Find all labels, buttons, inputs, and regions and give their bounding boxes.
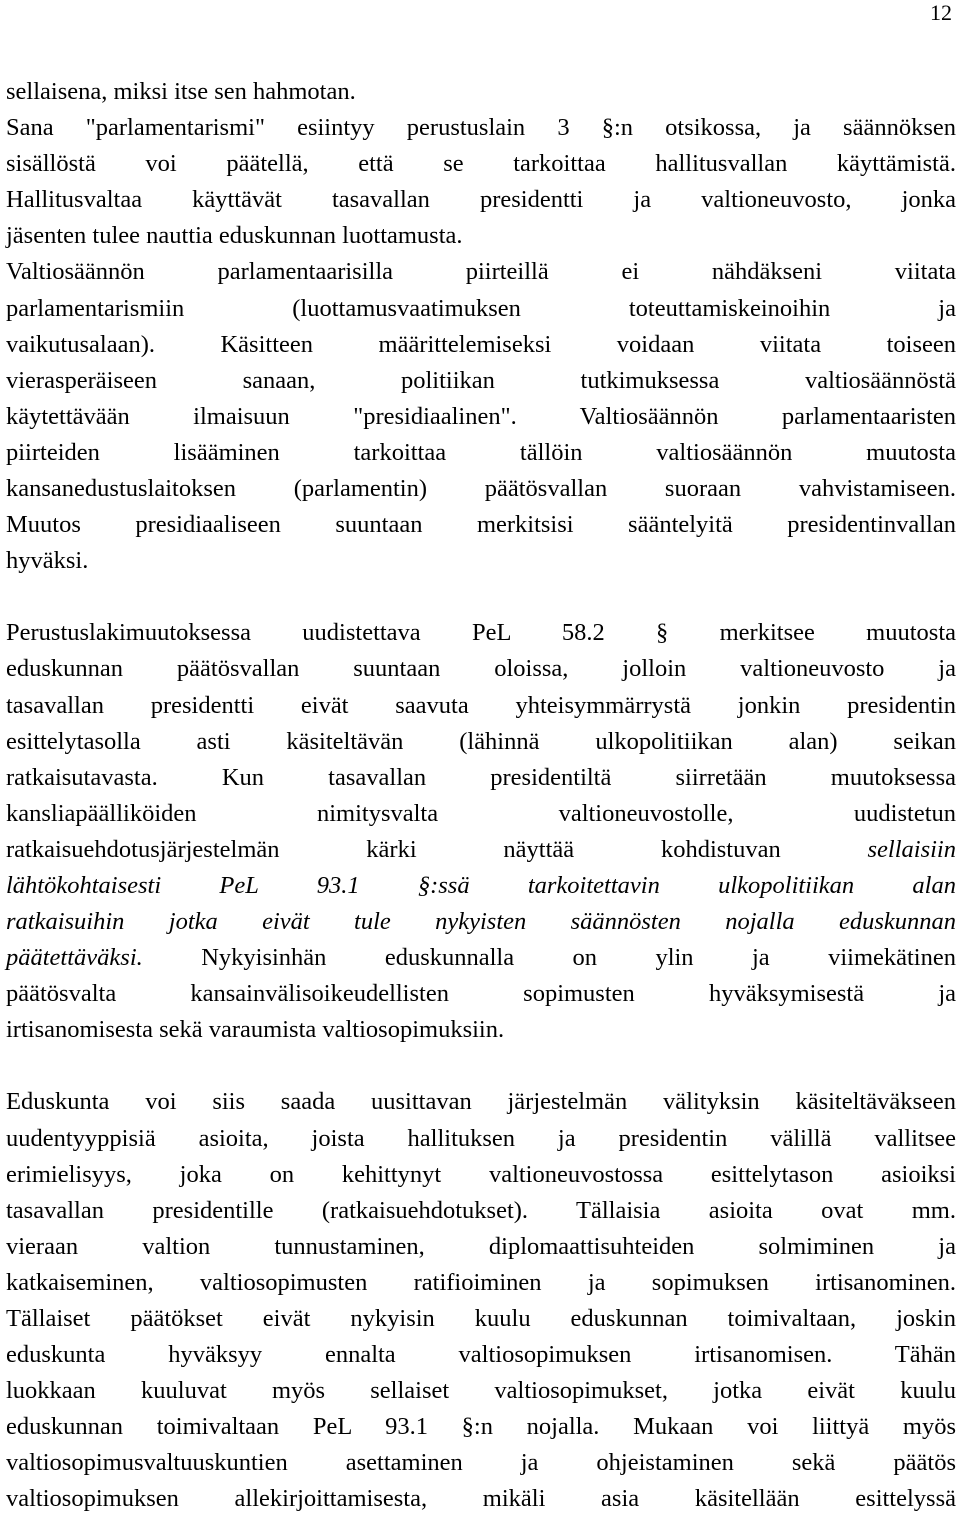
text-line bbox=[6, 507, 956, 543]
line-text: irtisanomisesta sekä varaumista valtiosopimuksiin. bbox=[6, 1016, 505, 1044]
line-text: sellaisena, miksi itse sen hahmotan. bbox=[6, 78, 356, 105]
document-body bbox=[6, 74, 956, 1518]
text-line bbox=[6, 471, 956, 507]
text-line bbox=[6, 976, 956, 1012]
text-line bbox=[6, 940, 956, 976]
text-line bbox=[6, 74, 956, 110]
text-line bbox=[6, 399, 956, 435]
paragraph bbox=[6, 110, 956, 254]
line-text: Nykyisinhän eduskunnalla on ylin ja viimekätinen bbox=[142, 944, 956, 972]
line-text: ratkaisuehdotusjärjestelmän kärki näyttää kohdistuvan bbox=[6, 835, 868, 863]
italic-text: sellaisiin bbox=[867, 835, 956, 863]
text-line bbox=[6, 1193, 956, 1229]
paragraph bbox=[6, 254, 956, 579]
line-text: ratkaisutavasta. Kun tasavallan presidentiltä siirretään muutoksessa bbox=[6, 763, 956, 791]
line-text: Perustuslakimuutoksessa uudistettava PeL 58.2 § merkitsee muutosta bbox=[6, 619, 956, 647]
text-line bbox=[6, 146, 956, 182]
text-line bbox=[6, 904, 956, 940]
line-text: erimielisyys, joka on kehittynyt valtioneuvostossa esittelytason asioiksi bbox=[6, 1160, 956, 1188]
paragraph bbox=[6, 74, 956, 110]
line-text: hyväksi. bbox=[6, 547, 89, 575]
text-line bbox=[6, 1012, 956, 1048]
text-line bbox=[6, 868, 956, 904]
line-text: valtiosopimusvaltuuskuntien asettaminen ja ohjeistaminen sekä päätös bbox=[6, 1449, 956, 1477]
text-line bbox=[6, 363, 956, 399]
line-text: Hallitusvaltaa käyttävät tasavallan presidentti ja valtioneuvosto, jonka bbox=[6, 186, 956, 214]
line-text: käytettävään ilmaisuun "presidiaalinen". Valtiosäännön parlamentaaristen bbox=[6, 402, 956, 430]
text-line bbox=[6, 1337, 956, 1373]
line-text: Valtiosäännön parlamentaarisilla piirteillä ei nähdäkseni viitata bbox=[6, 258, 956, 286]
line-text: Muutos presidiaaliseen suuntaan merkitsisi sääntelyitä presidentinvallan bbox=[6, 511, 956, 539]
text-line bbox=[6, 291, 956, 327]
text-line bbox=[6, 760, 956, 796]
line-text: Eduskunta voi siis saada uusittavan järjestelmän välityksin käsiteltäväkseen bbox=[6, 1088, 956, 1116]
text-line bbox=[6, 651, 956, 687]
line-text: vierasperäiseen sanaan, politiikan tutkimuksessa valtiosäännöstä bbox=[6, 366, 956, 394]
line-text: vieraan valtion tunnustaminen, diplomaattisuhteiden solmiminen ja bbox=[6, 1232, 956, 1260]
text-line bbox=[6, 688, 956, 724]
text-line bbox=[6, 1373, 956, 1409]
line-text: uudentyyppisiä asioita, joista hallituksen ja presidentin välillä vallitsee bbox=[6, 1124, 956, 1152]
italic-text: lähtökohtaisesti PeL 93.1 §:ssä tarkoitettavin ulkopolitiikan alan bbox=[6, 871, 956, 899]
line-text: Sana "parlamentarismi" esiintyy perustuslain 3 §:n otsikossa, ja säännöksen bbox=[6, 114, 956, 142]
text-line bbox=[6, 1409, 956, 1445]
text-line bbox=[6, 1157, 956, 1193]
text-line bbox=[6, 724, 956, 760]
text-line bbox=[6, 1121, 956, 1157]
text-line bbox=[6, 327, 956, 363]
text-line bbox=[6, 1445, 956, 1481]
text-line bbox=[6, 1481, 956, 1517]
text-line bbox=[6, 1301, 956, 1337]
line-text: eduskunta hyväksyy ennalta valtiosopimuksen irtisanomisen. Tähän bbox=[6, 1341, 956, 1369]
paragraph bbox=[6, 615, 956, 1048]
line-text: piirteiden lisääminen tarkoittaa tällöin valtiosäännön muutosta bbox=[6, 438, 956, 466]
text-line bbox=[6, 543, 956, 579]
text-line bbox=[6, 832, 956, 868]
paragraph bbox=[6, 1084, 956, 1517]
line-text: valtiosopimuksen allekirjoittamisesta, mikäli asia käsitellään esittelyssä bbox=[6, 1485, 956, 1513]
italic-text: ratkaisuihin jotka eivät tule nykyisten säännösten nojalla eduskunnan bbox=[6, 908, 956, 936]
text-line bbox=[6, 218, 956, 254]
italic-text: päätettäväksi. bbox=[6, 944, 143, 972]
line-text: jäsenten tulee nauttia eduskunnan luottamusta. bbox=[6, 222, 463, 250]
line-text: katkaiseminen, valtiosopimusten ratifioiminen ja sopimuksen irtisanominen. bbox=[6, 1268, 956, 1296]
line-text: luokkaan kuuluvat myös sellaiset valtiosopimukset, jotka eivät kuulu bbox=[6, 1377, 956, 1405]
line-text: tasavallan presidentille (ratkaisuehdotukset). Tällaisia asioita ovat mm. bbox=[6, 1196, 956, 1224]
line-text: vaikutusalaan). Käsitteen määrittelemiseksi voidaan viitata toiseen bbox=[6, 330, 956, 358]
line-text: tasavallan presidentti eivät saavuta yhteisymmärrystä jonkin presidentin bbox=[6, 691, 956, 719]
text-line bbox=[6, 615, 956, 651]
text-line bbox=[6, 1084, 956, 1120]
text-line bbox=[6, 435, 956, 471]
line-text: esittelytasolla asti käsiteltävän (lähinnä ulkopolitiikan alan) seikan bbox=[6, 727, 956, 755]
text-line bbox=[6, 1265, 956, 1301]
line-text: päätösvalta kansainvälisoikeudellisten sopimusten hyväksymisestä ja bbox=[6, 980, 956, 1008]
page-number: 12 bbox=[930, 0, 952, 25]
text-line bbox=[6, 1229, 956, 1265]
line-text: sisällöstä voi päätellä, että se tarkoittaa hallitusvallan käyttämistä. bbox=[6, 150, 956, 178]
text-line bbox=[6, 182, 956, 218]
line-text: kansanedustuslaitoksen (parlamentin) päätösvallan suoraan vahvistamiseen. bbox=[6, 475, 956, 503]
line-text: eduskunnan toimivaltaan PeL 93.1 §:n nojalla. Mukaan voi liittyä myös bbox=[6, 1413, 956, 1441]
text-line bbox=[6, 110, 956, 146]
line-text: eduskunnan päätösvallan suuntaan oloissa, jolloin valtioneuvosto ja bbox=[6, 655, 956, 683]
line-text: Tällaiset päätökset eivät nykyisin kuulu eduskunnan toimivaltaan, joskin bbox=[6, 1305, 956, 1332]
text-line bbox=[6, 796, 956, 832]
line-text: kansliapäälliköiden nimitysvalta valtioneuvostolle, uudistetun bbox=[6, 799, 956, 827]
line-text: parlamentarismiin (luottamusvaatimuksen toteuttamiskeinoihin ja bbox=[6, 294, 956, 322]
text-line bbox=[6, 254, 956, 290]
